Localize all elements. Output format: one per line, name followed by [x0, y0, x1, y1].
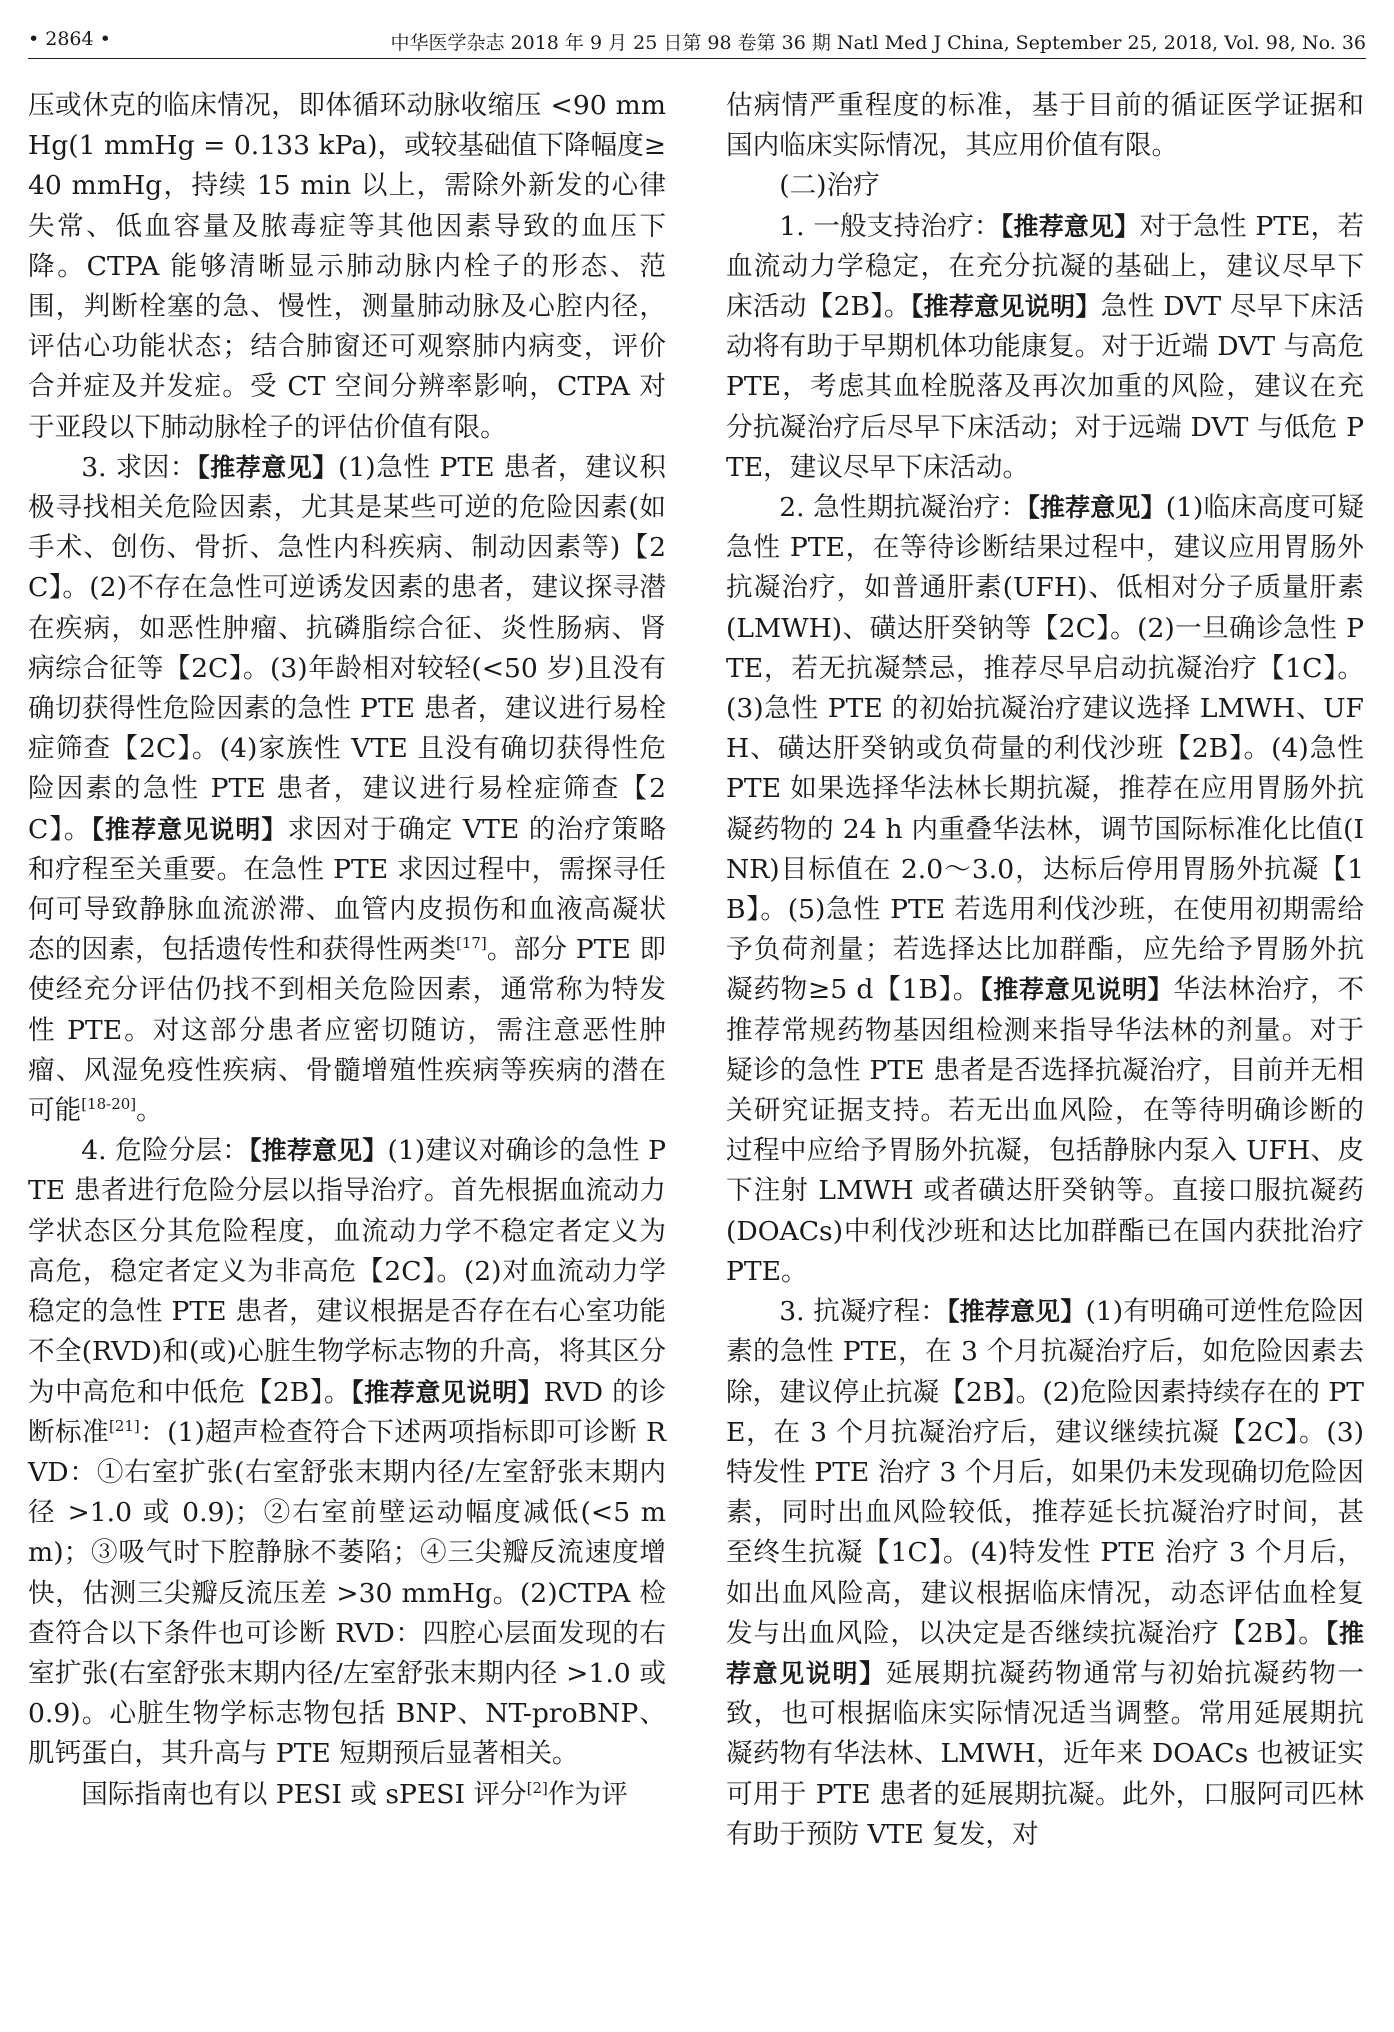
recommendation-note-label: 【推荐意见说明】 — [910, 292, 1101, 322]
paragraph-text: 估病情严重程度的标准，基于目前的循证医学证据和国内临床实际情况，其应用价值有限。 — [726, 90, 1364, 162]
left-column — [28, 86, 666, 1815]
paragraph-text: (1)建议对确诊的急性 PTE 患者进行危险分层以指导治疗。首先根据血流动力学状态区分其危险程度，血流动力学不稳定者定义为高危，稳定者定义为非高危【2C】。(2)对血流动力学稳定的急性 PTE 患者，建议根据是否存在右心室功能不全(RVD)和(或)心脏生物学标志物的升高，将其区分为中高危和中低危【2B】。 — [28, 1135, 666, 1408]
section-heading: 2. 急性期抗凝治疗： — [779, 492, 1028, 524]
paragraph-text: RVD 的诊断标准 — [28, 1376, 666, 1448]
section-heading: 1. 一般支持治疗： — [779, 210, 1001, 242]
paragraph-text: 压或休克的临床情况，即体循环动脉收缩压 <90 mmHg(1 mmHg = 0.133 kPa)，或较基础值下降幅度≥40 mmHg，持续 15 min 以上，需除外新发的心律失常、低血容量及脓毒症等其他因素导致的血压下降。CTPA 能够清晰显示肺动脉内栓子的形态、范围，判断栓塞的急、慢性，测量肺动脉及心腔内径，评估心功能状态；结合肺窗还可观察肺内病变，评价合并症及并发症。受 CT 空间分辨率影响，CTPA 对于亚段以下肺动脉栓子的评估价值有限。 — [28, 90, 666, 443]
paragraph-text: 作为评 — [547, 1778, 628, 1810]
paragraph-text: 求因对于确定 VTE 的治疗策略和疗程至关重要。在急性 PTE 求因过程中，需探寻任何可导致静脉血流淤滞、血管内皮损伤和血液高凝状态的因素，包括遗传性和获得性两类 — [28, 813, 666, 966]
journal-citation: 中华医学杂志 2018 年 9 月 25 日第 98 卷第 36 期 Natl Med J China, September 25, 2018, Vol. 98, No. 36 — [390, 32, 1366, 54]
recommendation-label: 【推荐意见】 — [1000, 211, 1140, 241]
recommendation-note-label: 【推荐意见说明】 — [91, 814, 288, 844]
recommendation-note-label: 【推荐意见说明】 — [980, 975, 1174, 1005]
running-header — [28, 24, 1366, 59]
paragraph-text: 。部分 PTE 即使经充分评估仍找不到相关危险因素，通常称为特发性 PTE。对这部分患者应密切随访，需注意恶性肿瘤、风湿免疫性疾病、骨髓增殖性疾病等疾病的潜在可能 — [28, 934, 667, 1127]
paragraph-text: ：(1)超声检查符合下述两项指标即可诊断 RVD：①右室扩张(右室舒张末期内径/左室舒张末期内径 >1.0 或 0.9)；②右室前壁运动幅度减低(<5 mm)；③吸气时下腔静脉不萎陷；④三尖瓣反流速度增快，估测三尖瓣反流压差 >30 mmHg。(2)CTPA 检查符合以下条件也可诊断 RVD：四腔心层面发现的右室扩张(右室舒张末期内径/左室舒张末期内径 >1.0 或 0.9)。心脏生物学标志物包括 BNP、NT-proBNP、肌钙蛋白，其升高与 PTE 短期预后显著相关。 — [28, 1416, 666, 1770]
paragraph-risk-stratification — [28, 1131, 666, 1774]
right-column — [726, 86, 1364, 1855]
paragraph-pesi — [28, 1775, 666, 1815]
page-number: • 2864 • — [28, 28, 111, 50]
paragraph-text: 延展期抗凝药物通常与初始抗凝药物一致，也可根据临床实际情况适当调整。常用延展期抗凝药物有华法林、LMWH，近年来 DOACs 也被证实可用于 PTE 患者的延展期抗凝。此外，口服阿司匹林有助于预防 VTE 复发，对 — [726, 1657, 1364, 1850]
recommendation-label: 【推荐意见】 — [197, 452, 338, 482]
paragraph-text: 。 — [136, 1095, 163, 1127]
paragraph-text: 国际指南也有以 PESI 或 sPESI 评分 — [81, 1778, 527, 1810]
recommendation-note-label: 【推荐意见说明】 — [351, 1377, 544, 1407]
section-heading: 4. 危险分层： — [81, 1135, 249, 1167]
paragraph-etiology — [28, 448, 666, 1131]
recommendation-label: 【推荐意见】 — [249, 1136, 388, 1166]
citation: [17] — [455, 934, 487, 953]
section-heading: 3. 抗凝疗程： — [779, 1296, 947, 1328]
paragraph-acute-anticoagulation — [726, 488, 1364, 1292]
recommendation-label: 【推荐意见】 — [1027, 493, 1166, 523]
recommendation-note-label: 【推荐意见说明】 — [726, 1618, 1364, 1688]
paragraph-general-support — [726, 207, 1364, 488]
citation: [18-20] — [81, 1095, 137, 1114]
paragraph-continuation — [726, 86, 1364, 166]
paragraph-anticoagulation-duration — [726, 1292, 1364, 1855]
paragraph-text: 急性 DVT 尽早下床活动将有助于早期机体功能康复。对于近端 DVT 与高危 PTE，考虑其血栓脱落及再次加重的风险，建议在充分抗凝治疗后尽早下床活动；对于远端 DVT 与低危 PTE，建议尽早下床活动。 — [726, 291, 1364, 483]
paragraph-text: (1)临床高度可疑急性 PTE，在等待诊断结果过程中，建议应用胃肠外抗凝治疗，如普通肝素(UFH)、低相对分子质量肝素(LMWH)、磺达肝癸钠等【2C】。(2)一旦确诊急性 PTE，若无抗凝禁忌，推荐尽早启动抗凝治疗【1C】。(3)急性 PTE 的初始抗凝治疗建议选择 LMWH、UFH、磺达肝癸钠或负荷量的利伐沙班【2B】。(4)急性 PTE 如果选择华法林长期抗凝，推荐在应用胃肠外抗凝药物的 24 h 内重叠华法林，调节国际标准化比值(INR)目标值在 2.0～3.0，达标后停用胃肠外抗凝【1B】。(5)急性 PTE 若选用利伐沙班，在使用初期需给予负荷剂量；若选择达比加群酯，应先给予胃肠外抗凝药物≥5 d【1B】。 — [726, 492, 1364, 1006]
citation: [2] — [526, 1778, 548, 1797]
citation: [21] — [108, 1416, 140, 1435]
paragraph-text: 对于急性 PTE，若血流动力学稳定，在充分抗凝的基础上，建议尽早下床活动【2B】。 — [726, 210, 1364, 323]
paragraph-text: (1)急性 PTE 患者，建议积极寻找相关危险因素，尤其是某些可逆的危险因素(如手术、创伤、骨折、急性内科疾病、制动因素等)【2C】。(2)不存在急性可逆诱发因素的患者，建议探寻潜在疾病，如恶性肿瘤、抗磷脂综合征、炎性肠病、肾病综合征等【2C】。(3)年龄相对较轻(<50 岁)且没有确切获得性危险因素的急性 PTE 患者，建议进行易栓症筛查【2C】。(4)家族性 VTE 且没有确切获得性危险因素的急性 PTE 患者，建议进行易栓症筛查【2C】。 — [28, 451, 666, 845]
paragraph-ctpa — [28, 86, 666, 448]
section-heading: 3. 求因： — [81, 451, 198, 483]
section-title-treatment: (二)治疗 — [779, 170, 880, 202]
recommendation-label: 【推荐意见】 — [946, 1297, 1086, 1327]
paragraph-text: (1)有明确可逆性危险因素的急性 PTE，在 3 个月抗凝治疗后，如危险因素去除，建议停止抗凝【2B】。(2)危险因素持续存在的 PTE，在 3 个月抗凝治疗后，建议继续抗凝【2C】。(3)特发性 PTE 治疗 3 个月后，如果仍未发现确切危险因素，同时出血风险较低，推荐延长抗凝治疗时间，甚至终生抗凝【1C】。(4)特发性 PTE 治疗 3 个月后，如出血风险高，建议根据临床情况，动态评估血栓复发与出血风险，以决定是否继续抗凝治疗【2B】。 — [726, 1296, 1364, 1649]
paragraph-text: 华法林治疗，不推荐常规药物基因组检测来指导华法林的剂量。对于疑诊的急性 PTE 患者是否选择抗凝治疗，目前并无相关研究证据支持。若无出血风险，在等待明确诊断的过程中应给予胃肠外抗凝，包括静脉内泵入 UFH、皮下注射 LMWH 或者磺达肝癸钠等。直接口服抗凝药(DOACs)中利伐沙班和达比加群酯已在国内获批治疗 PTE。 — [726, 974, 1364, 1287]
